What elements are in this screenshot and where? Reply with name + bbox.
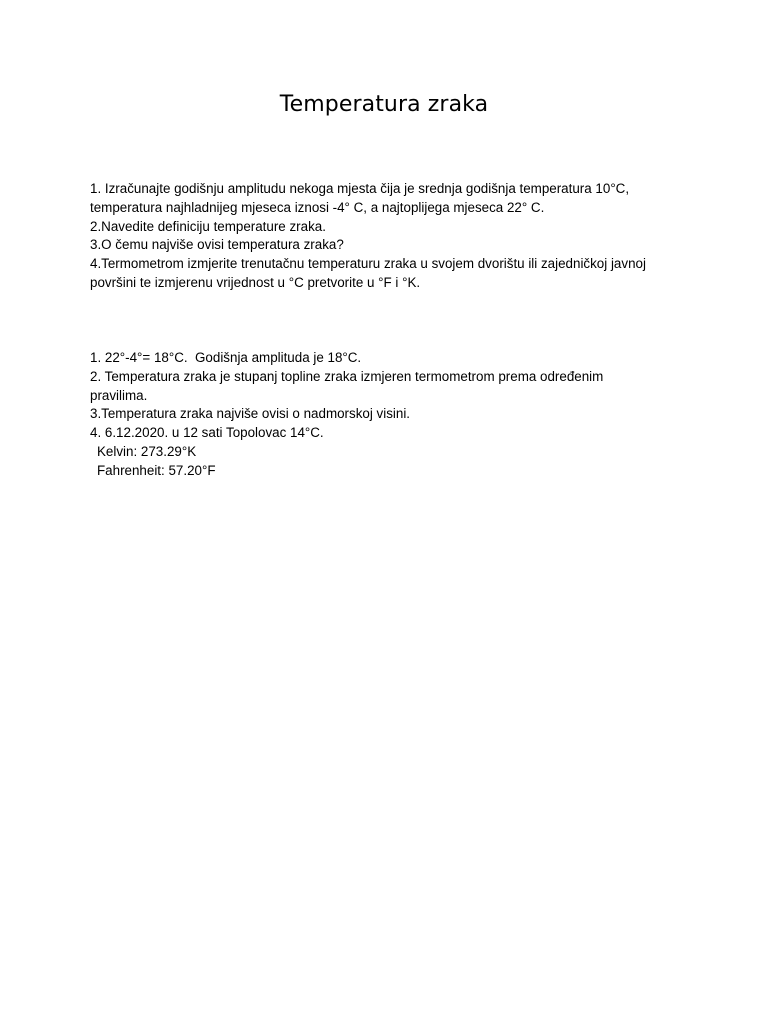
answer-line: 2. Temperatura zraka je stupanj topline zraka izmjeren termometrom prema određenim <box>90 368 604 384</box>
answer-line: 1. 22°-4°= 18°C. Godišnja amplituda je 18°C. <box>90 350 362 365</box>
answer-line: pravilima. <box>90 387 148 403</box>
questions-section <box>90 180 690 293</box>
answer-line: 4. 6.12.2020. u 12 sati Topolovac 14°C. <box>90 425 324 441</box>
question-line: temperatura najhladnijeg mjeseca iznosi -4° C, a najtoplijega mjeseca 22° C. <box>90 199 545 215</box>
question-line: 2.Navedite definiciju temperature zraka. <box>90 218 326 234</box>
question-line: površini te izmjerenu vrijednost u °C pretvorite u °F i °K. <box>90 274 421 290</box>
kelvin-conversion: Kelvin: 273.29°K <box>97 443 197 459</box>
answer-line: 3.Temperatura zraka najviše ovisi o nadmorskoj visini. <box>90 406 411 422</box>
document-title: Temperatura zraka <box>279 92 489 117</box>
fahrenheit-conversion: Fahrenheit: 57.20°F <box>97 462 216 478</box>
answers-section <box>90 349 690 481</box>
question-line: 4.Termometrom izmjerite trenutačnu temperaturu zraka u svojem dvorištu ili zajedničkoj javnoj <box>90 256 646 272</box>
question-line: 1. Izračunajte godišnju amplitudu nekoga mjesta čija je srednja godišnja temperatura 10°C, <box>90 181 630 196</box>
question-line: 3.O čemu najviše ovisi temperatura zraka? <box>90 237 344 253</box>
